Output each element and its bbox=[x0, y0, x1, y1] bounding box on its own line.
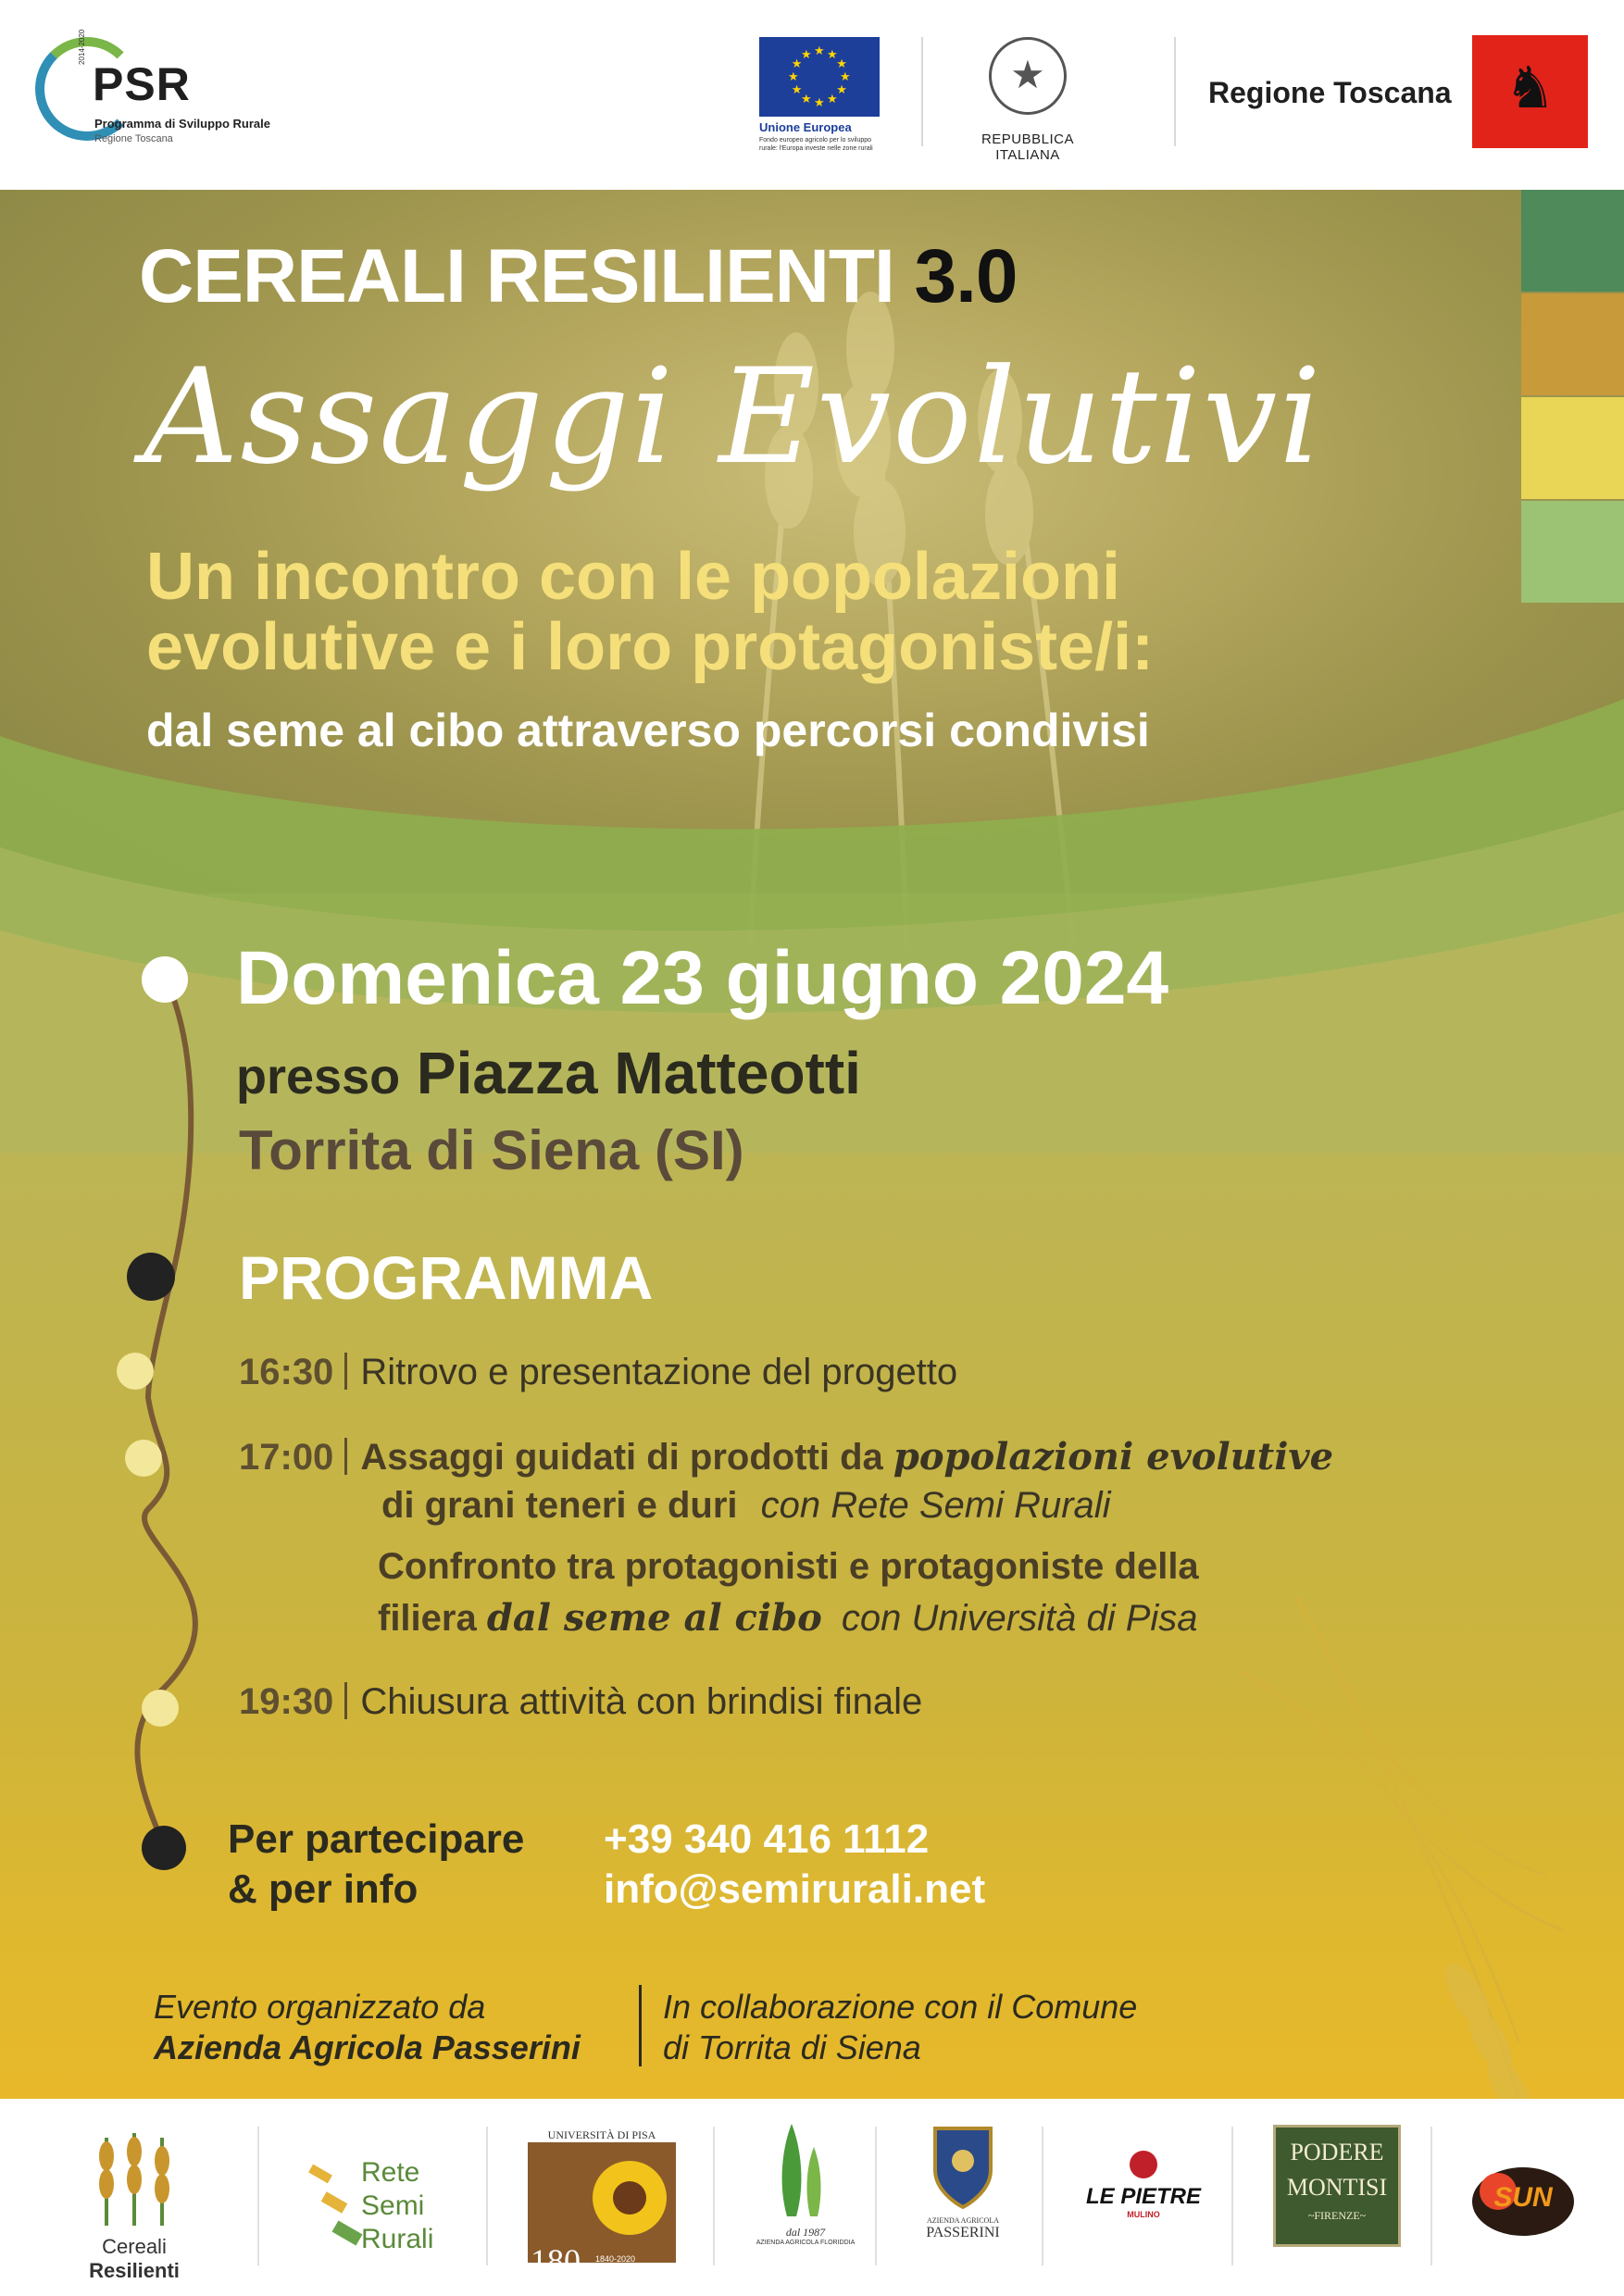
eu-star-icon: ★ bbox=[827, 47, 838, 62]
logo-cereali-resilienti bbox=[56, 2119, 213, 2282]
logo-floriddia bbox=[741, 2119, 870, 2277]
seed-tiles-icon bbox=[304, 2160, 369, 2252]
logo-text: 1840-2020 bbox=[595, 2254, 636, 2264]
contact-info bbox=[604, 1815, 985, 1915]
subtitle-line-2: evolutive e i loro protagoniste/i: bbox=[146, 610, 1155, 684]
program-item-line bbox=[378, 1596, 1198, 1640]
event-date: Domenica 23 giugno 2024 bbox=[236, 936, 1169, 1020]
logo-text: PASSERINI bbox=[926, 2225, 1000, 2240]
timeline-dot-1930 bbox=[142, 1690, 179, 1727]
color-swatch-ochre bbox=[1521, 293, 1624, 395]
partner-logos-footer bbox=[0, 2099, 1624, 2296]
event-place bbox=[236, 1039, 861, 1107]
frame-icon: PODERE MONTISI ~FIRENZE~ bbox=[1273, 2125, 1401, 2247]
psr-name: Programma di Sviluppo Rurale bbox=[94, 117, 270, 131]
event-title: Assaggi Evolutivi bbox=[144, 341, 1323, 493]
program-text: di grani teneri e duri bbox=[381, 1485, 738, 1526]
winged-horse-icon: ♞ bbox=[1504, 54, 1556, 121]
organizer-divider bbox=[639, 1985, 642, 2066]
timeline-dot-programma bbox=[127, 1253, 175, 1301]
repubblica-label: REPUBBLICA ITALIANA bbox=[981, 131, 1075, 163]
toscana-label: Regione Toscana bbox=[1208, 76, 1452, 109]
eu-star-icon: ★ bbox=[801, 47, 812, 62]
organizer-name: Azienda Agricola Passerini bbox=[154, 2028, 581, 2066]
program-time: 16:30 bbox=[239, 1352, 334, 1392]
series-name: CEREALI RESILIENTI bbox=[139, 234, 894, 318]
program-item-line bbox=[381, 1485, 1111, 1527]
psr-region: Regione Toscana bbox=[94, 133, 173, 144]
eu-note: Fondo europeo agricolo per lo sviluppo rurale: l'Europa investe nelle zone rurali bbox=[759, 137, 873, 152]
eu-label: Unione Europea bbox=[759, 120, 852, 134]
sun-badge-icon: SUN bbox=[1472, 2167, 1574, 2236]
program-time: 17:00 bbox=[239, 1437, 334, 1478]
logo-text: Rete Semi Rurali bbox=[361, 2157, 434, 2254]
logo-passerini bbox=[903, 2119, 1023, 2277]
eu-star-icon: ★ bbox=[791, 57, 803, 71]
logo-podere-montisi bbox=[1273, 2119, 1412, 2277]
psr-acronym: PSR bbox=[93, 58, 191, 110]
logo-rete-semi-rurali bbox=[296, 2119, 454, 2277]
program-text: Ritrovo e presentazione del progetto bbox=[360, 1352, 958, 1392]
eu-star-icon: ★ bbox=[840, 70, 851, 84]
header-band bbox=[0, 0, 1624, 190]
program-partner: con Rete Semi Rurali bbox=[760, 1485, 1111, 1526]
collaboration-line: In collaborazione con il Comune bbox=[663, 1988, 1138, 2026]
color-swatch-light-green bbox=[1521, 501, 1624, 603]
timeline-dot-date bbox=[142, 956, 188, 1003]
eu-star-icon: ★ bbox=[827, 93, 838, 107]
logo-text: UNIVERSITÀ DI PISA bbox=[547, 2128, 656, 2141]
program-partner: con Università di Pisa bbox=[841, 1598, 1198, 1639]
repubblica-logo bbox=[958, 37, 1097, 163]
collaboration-block bbox=[663, 1987, 1137, 2068]
eu-star-icon: ★ bbox=[791, 83, 803, 97]
color-swatch-yellow bbox=[1521, 397, 1624, 499]
program-time: 19:30 bbox=[239, 1681, 334, 1722]
wheat-ears-icon bbox=[79, 2119, 190, 2230]
series-version: 3.0 bbox=[914, 234, 1018, 318]
eu-star-icon: ★ bbox=[836, 83, 847, 97]
psr-years: 2014-2020 bbox=[78, 29, 86, 65]
collaboration-line: di Torrita di Siena bbox=[663, 2028, 921, 2066]
organizer-block bbox=[154, 1987, 581, 2068]
psr-logo bbox=[35, 29, 313, 148]
place-name: Piazza Matteotti bbox=[416, 1040, 861, 1106]
color-swatch-green bbox=[1521, 190, 1624, 292]
timeline-dot-1630 bbox=[117, 1353, 154, 1390]
program-highlight: popolazioni evolutive bbox=[893, 1435, 1334, 1479]
program-text: Confronto tra protagonisti e protagoniste della bbox=[378, 1546, 1199, 1587]
mill-badge-icon bbox=[1130, 2151, 1157, 2178]
program-text: Assaggi guidati di prodotti da bbox=[360, 1437, 883, 1478]
eu-star-icon: ★ bbox=[788, 70, 799, 84]
logo-universita-pisa bbox=[523, 2119, 681, 2277]
contact-phone[interactable]: +39 340 416 1112 bbox=[604, 1816, 930, 1862]
series-title bbox=[139, 233, 1018, 320]
program-text: Chiusura attività con brindisi finale bbox=[360, 1681, 923, 1722]
contact-email[interactable]: info@semirurali.net bbox=[604, 1866, 986, 1912]
logo-text: dal 1987 bbox=[785, 2226, 826, 2239]
place-prefix: presso bbox=[236, 1049, 401, 1104]
coat-of-arms-icon bbox=[926, 2119, 1000, 2212]
timeline-dot-info bbox=[142, 1826, 186, 1870]
logo-text: AZIENDA AGRICOLA FLORIDDIA bbox=[756, 2240, 856, 2246]
italian-emblem-icon bbox=[989, 37, 1067, 115]
program-item-line bbox=[378, 1546, 1199, 1588]
logo-le-pietre bbox=[1074, 2119, 1213, 2277]
cypress-trees-icon bbox=[764, 2119, 847, 2221]
program-item bbox=[239, 1681, 922, 1723]
contact-label-line: & per info bbox=[228, 1866, 418, 1912]
program-item bbox=[239, 1352, 957, 1393]
logo-text: AZIENDA AGRICOLA bbox=[927, 2216, 999, 2225]
tagline: dal seme al cibo attraverso percorsi condivisi bbox=[146, 705, 1150, 756]
eu-star-icon: ★ bbox=[814, 96, 825, 110]
header-divider bbox=[921, 37, 923, 146]
eu-star-icon: ★ bbox=[801, 93, 812, 107]
eu-flag-icon bbox=[759, 37, 880, 117]
logo-year: 180 bbox=[531, 2242, 581, 2279]
logo-text: LE PIETRE bbox=[1085, 2184, 1202, 2209]
logo-text: Cereali Resilienti bbox=[89, 2235, 180, 2282]
program-heading: PROGRAMMA bbox=[239, 1243, 654, 1312]
logo-sun bbox=[1454, 2119, 1593, 2277]
timeline-dot-1700 bbox=[125, 1440, 162, 1477]
contact-label-line: Per partecipare bbox=[228, 1816, 525, 1862]
toscana-flag bbox=[1472, 35, 1588, 148]
contact-label bbox=[228, 1815, 524, 1915]
header-divider bbox=[1174, 37, 1176, 146]
logo-text: MULINO bbox=[1127, 2210, 1160, 2219]
program-highlight: dal seme al cibo bbox=[486, 1596, 822, 1640]
eu-logo bbox=[759, 37, 880, 153]
organizer-label: Evento organizzato da bbox=[154, 1988, 486, 2026]
eu-star-icon: ★ bbox=[814, 44, 825, 58]
subtitle-line-1: Un incontro con le popolazioni bbox=[146, 540, 1120, 614]
eu-star-icon: ★ bbox=[836, 57, 847, 71]
event-city: Torrita di Siena (SI) bbox=[239, 1119, 744, 1181]
program-text: filiera bbox=[378, 1598, 477, 1639]
program-item bbox=[239, 1435, 1333, 1479]
